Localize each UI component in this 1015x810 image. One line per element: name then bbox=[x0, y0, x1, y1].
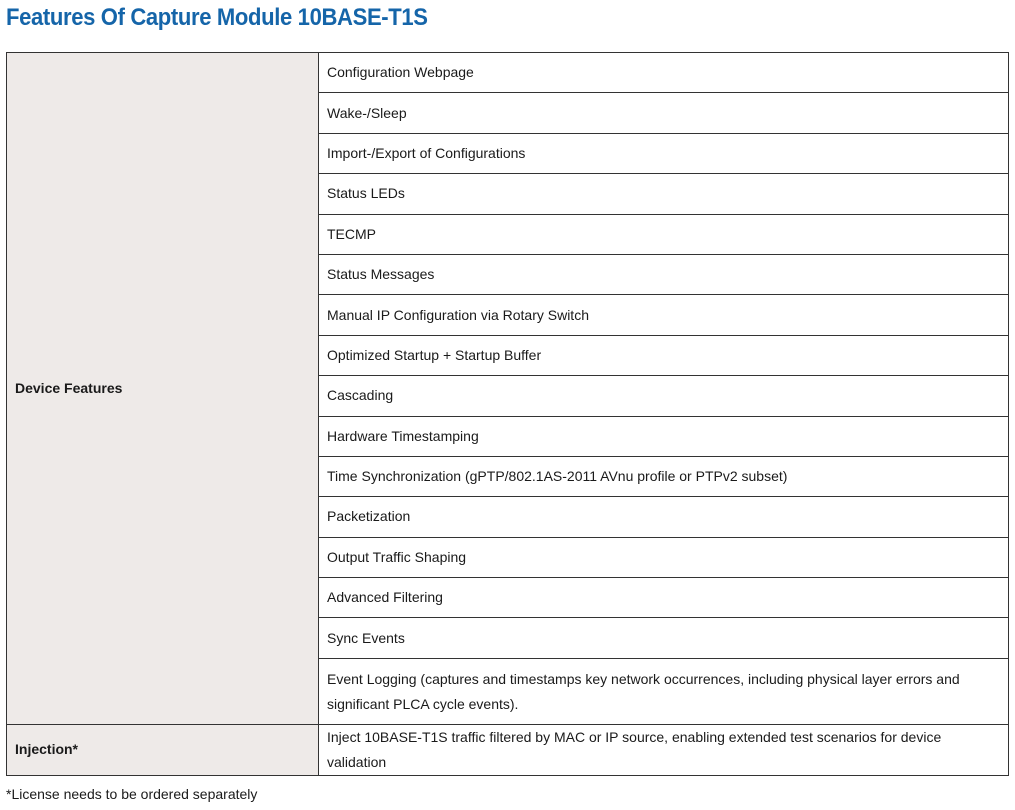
feature-cell: Output Traffic Shaping bbox=[319, 537, 1009, 577]
feature-cell: Configuration Webpage bbox=[319, 53, 1009, 93]
feature-cell: Event Logging (captures and timestamps key network occurrences, including physical layer errors and significant PLCA cycle events). bbox=[319, 658, 1009, 724]
license-footnote: *License needs to be ordered separately bbox=[6, 786, 258, 802]
category-injection: Injection* bbox=[7, 724, 319, 775]
feature-cell: Import-/Export of Configurations bbox=[319, 133, 1009, 173]
feature-cell: TECMP bbox=[319, 214, 1009, 254]
feature-cell: Status Messages bbox=[319, 254, 1009, 294]
feature-cell: Status LEDs bbox=[319, 174, 1009, 214]
table-row bbox=[7, 724, 1009, 775]
feature-cell: Packetization bbox=[319, 497, 1009, 537]
page-title: Features Of Capture Module 10BASE-T1S bbox=[6, 4, 428, 31]
features-table bbox=[6, 52, 1009, 776]
feature-cell: Time Synchronization (gPTP/802.1AS-2011 AVnu profile or PTPv2 subset) bbox=[319, 456, 1009, 496]
feature-cell: Wake-/Sleep bbox=[319, 93, 1009, 133]
feature-cell: Inject 10BASE-T1S traffic filtered by MAC or IP source, enabling extended test scenarios for device validation bbox=[319, 724, 1009, 775]
feature-cell: Cascading bbox=[319, 376, 1009, 416]
feature-cell: Optimized Startup + Startup Buffer bbox=[319, 335, 1009, 375]
feature-cell: Hardware Timestamping bbox=[319, 416, 1009, 456]
feature-cell: Manual IP Configuration via Rotary Switch bbox=[319, 295, 1009, 335]
category-device-features: Device Features bbox=[7, 53, 319, 725]
feature-cell: Advanced Filtering bbox=[319, 578, 1009, 618]
table-row bbox=[7, 53, 1009, 93]
feature-cell: Sync Events bbox=[319, 618, 1009, 658]
